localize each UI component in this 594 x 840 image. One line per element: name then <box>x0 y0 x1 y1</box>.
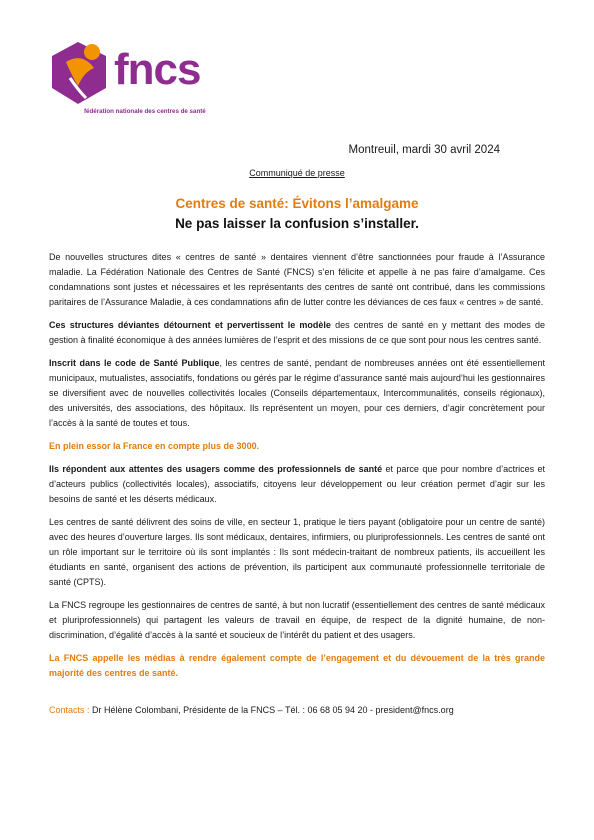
logo-emblem-icon <box>48 38 118 110</box>
closing-call-paragraph: La FNCS appelle les médias à rendre également compte de l’engagement et du dévouement de la très grande majorité des centres de santé. <box>49 653 545 678</box>
paragraph-1: De nouvelles structures dites « centres de santé » dentaires viennent d’être sanctionnées pour fraude à l’Assurance maladie. La Fédération Nationale des Centres de Santé (FNCS) s’en félicite et appelle à ne pas faire d’amalgame. Ces condamnations sont justes et nécessaires et les représentants des centres de santé ont contribué, dans les commissions paritaires de l’Assurance Maladie, à ces condamnations afin de lutter contre les déviances de ces faux « centres » de santé. <box>49 252 545 307</box>
contact-line: Contacts : Dr Hélène Colombani, Présidente de la FNCS – Tél. : 06 68 05 94 20 - president@fncs.org <box>49 705 454 715</box>
paragraph-5: Ils répondent aux attentes des usagers comme des professionnels de santé et parce que pour nombre d’actrices et d’acteurs publics (collectivités locales), associatifs, citoyens leur développement ou leur création permet d’agir sur les besoins de santé et les déserts médicaux. <box>49 464 545 504</box>
page-subtitle: Ne pas laisser la confusion s’installer. <box>175 216 419 231</box>
press-release-label: Communiqué de presse <box>249 168 345 178</box>
paragraph-7: La FNCS regroupe les gestionnaires de centres de santé, à but non lucratif (essentiellement des centres de santé médicaux et pluriprofessionnels) qui partagent les valeurs de travail en équipe, de respect de la dignité humaine, de non-discrimination, d’égalité d’accès à la santé et soucieux de l’intérêt du patient et des usagers. <box>49 600 545 640</box>
paragraph-6: Les centres de santé délivrent des soins de ville, en secteur 1, pratique le tiers payant (obligatoire pour un centre de santé) avec des heures d’ouverture larges. Ils sont médicaux, dentaires, infirmiers, ou pluriprofessionnels. Les centres de santé ont un rôle important sur le territoire où ils sont implantés : Ils sont médecin-traitant de nombreux patients, ils accueillent les étudiants en santé, organisent des actions de prévention, ils participent aux communauté professionnelle territoriale de santé (CPTS). <box>49 517 545 587</box>
logo-wordmark: fncs <box>114 45 201 94</box>
paragraph-3: Inscrit dans le code de Santé Publique, les centres de santé, pendant de nombreuses années ont été essentiellement municipaux, mutualistes, associatifs, fondations ou gérés par le régime d’assurance santé mais aujourd’hui les gestionnaires se diversifient avec de nouvelles collectivités locales (Conseils départementaux, Intercommunalités, conseils régionaux), des universités, des associations, des hôpitaux. Ils représentent un moyen, pour ces derniers, d’agir concrètement pour l’accès à la santé de toutes et tous. <box>49 358 545 428</box>
fncs-logo <box>48 38 228 120</box>
logo-tagline: fédération nationale des centres de santé <box>84 108 206 115</box>
article-body <box>49 250 545 726</box>
page-title: Centres de santé: Évitons l’amalgame <box>175 196 419 211</box>
highlight-paragraph: En plein essor la France en compte plus de 3000. <box>49 441 260 451</box>
paragraph-2: Ces structures déviantes détournent et pervertissent le modèle des centres de santé en y mettant des modes de gestion à finalité économique à des années lumières de l’esprit et des missions de ce que sont pour nous les centres santé. <box>49 320 546 345</box>
release-date: Montreuil, mardi 30 avril 2024 <box>348 144 500 156</box>
